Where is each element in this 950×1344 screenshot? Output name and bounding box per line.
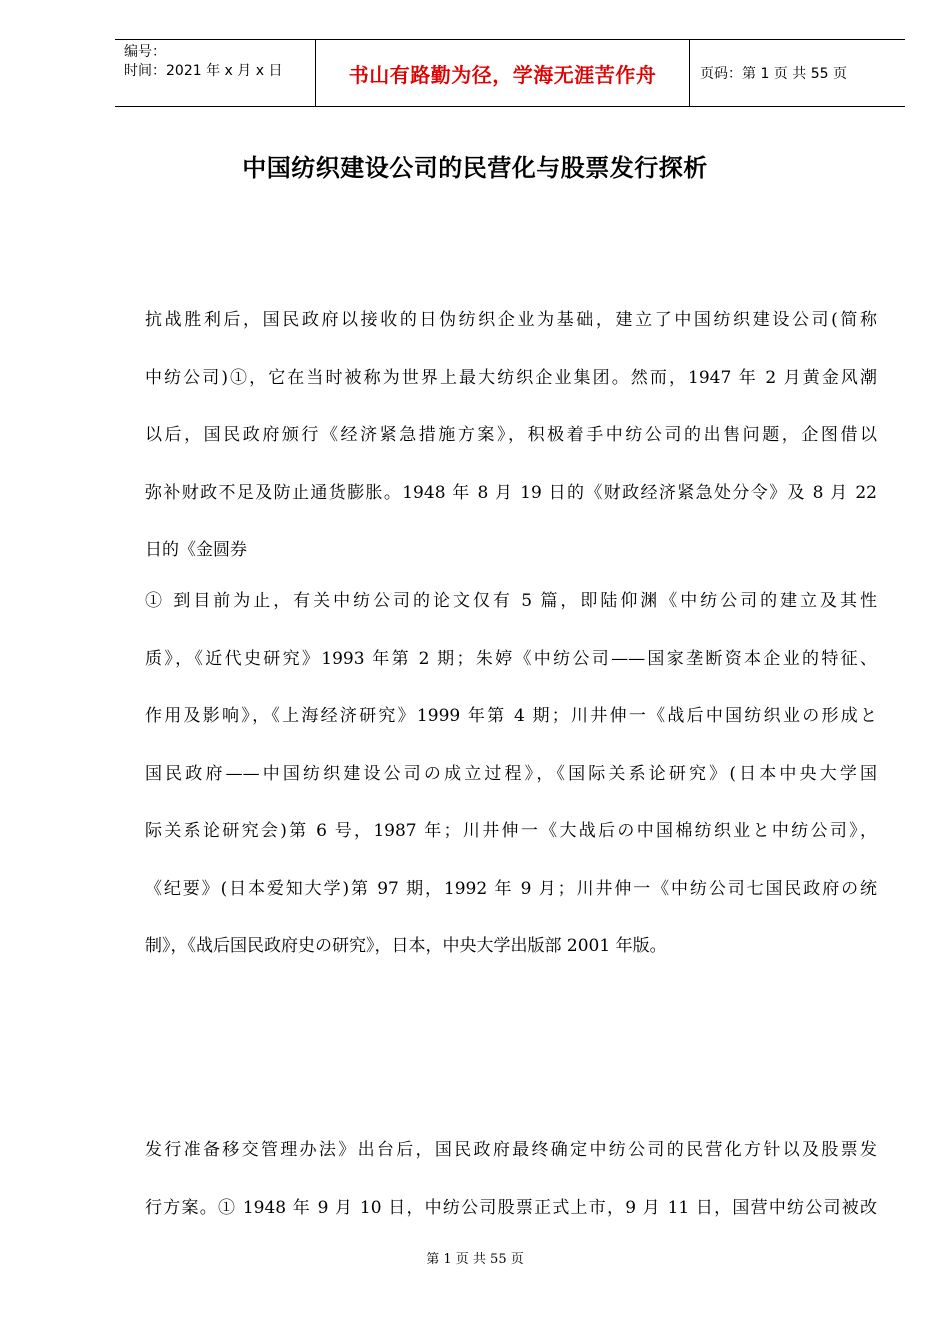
footnote [145, 573, 877, 976]
paragraph-1-line: 日的《金圆券 [145, 540, 247, 560]
paragraph-2-line: 发行准备移交管理办法》出台后，国民政府最终确定中纺公司的民营化方针以及股票发 [145, 1140, 877, 1160]
document-header [115, 39, 905, 107]
footnote-line: 制》，《战后国民政府史の研究》，日本，中央大学出版部 2001 年版。 [145, 936, 667, 956]
footnote-line: 国民政府——中国纺织建设公司の成立过程》，《国际关系论研究》(日本中央大学国 [145, 763, 877, 784]
footnote-line: 际关系论研究会)第 6 号，1987 年；川井伸一《大战后の中国棉纺织业と中纺公司》， [145, 821, 877, 841]
footnote-line: ① 到目前为止，有关中纺公司的论文仅有 5 篇，即陆仰渊《中纺公司的建立及其性 [145, 591, 877, 611]
header-page-info: 页码：第 1 页 共 55 页 [700, 66, 847, 82]
footnote-line: 质》，《近代史研究》1993 年第 2 期；朱婷《中纺公司——国家垄断资本企业的特征、 [145, 648, 877, 669]
paragraph-1-line: 以后，国民政府颁行《经济紧急措施方案》，积极着手中纺公司的出售问题，企图借以 [145, 425, 877, 445]
paragraph-1-line: 抗战胜利后，国民政府以接收的日伪纺织企业为基础，建立了中国纺织建设公司(简称 [145, 310, 877, 330]
paragraph-2 [145, 1122, 877, 1237]
paragraph-1-line: 弥补财政不足及防止通货膨胀。1948 年 8 月 19 日的《财政经济紧急处分令》及 8 月 22 [145, 482, 877, 503]
page-footer: 第 1 页 共 55 页 [426, 1252, 524, 1267]
header-motto: 书山有路勤为径，学海无涯苦作舟 [316, 40, 690, 106]
footnote-line: 《纪要》(日本爱知大学)第 97 期，1992 年 9 月；川井伸一《中纺公司七国民政府の统 [145, 878, 877, 899]
header-number-label: 编号： [124, 44, 166, 60]
footnote-line: 作用及影响》，《上海经济研究》1999 年第 4 期；川井伸一《战后中国纺织业の形成と [145, 706, 877, 726]
paragraph-1 [145, 292, 877, 580]
paragraph-2-line: 行方案。① 1948 年 9 月 10 日，中纺公司股票正式上市，9 月 11 日，国营中纺公司被改 [145, 1197, 877, 1218]
paragraph-1-line: 中纺公司)①，它在当时被称为世界上最大纺织企业集团。然而，1947 年 2 月黄金风潮 [145, 367, 877, 388]
header-time-label: 时间：2021 年 x 月 x 日 [124, 63, 283, 79]
header-meta-cell [115, 40, 316, 106]
document-title: 中国纺织建设公司的民营化与股票发行探析 [242, 154, 708, 182]
